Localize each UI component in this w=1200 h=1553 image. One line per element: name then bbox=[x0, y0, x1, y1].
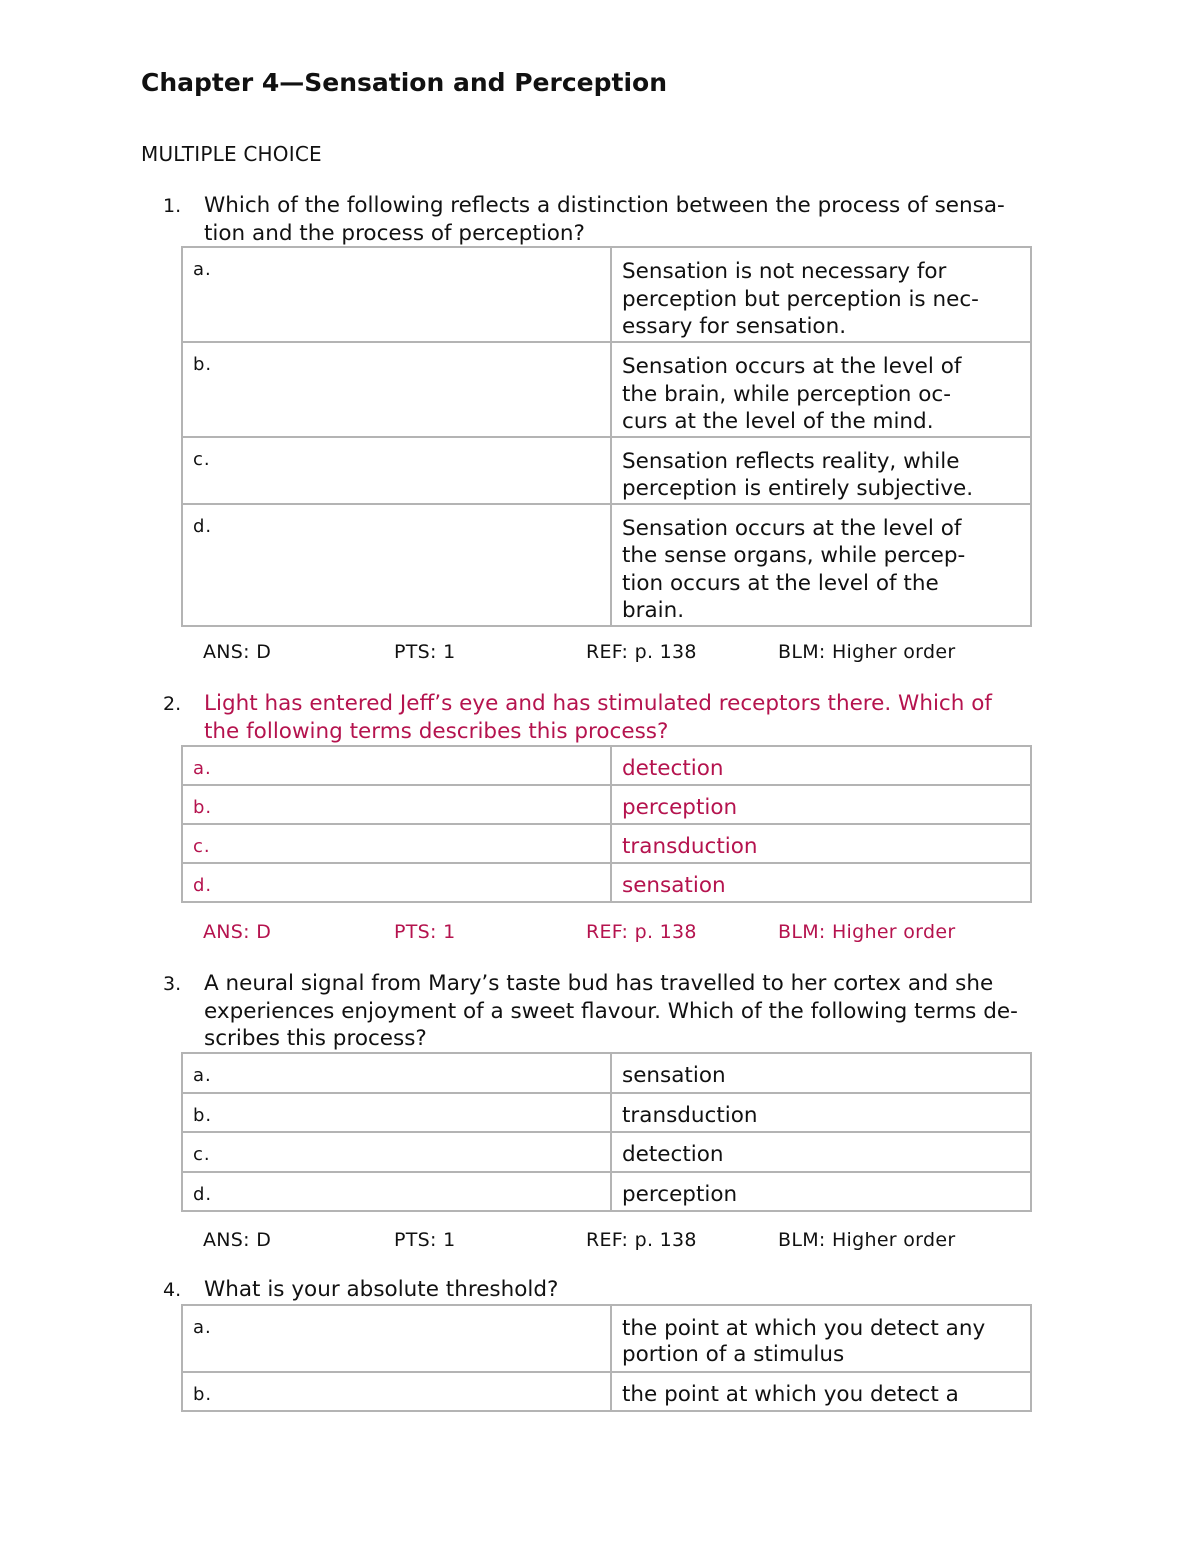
choice-row bbox=[182, 1305, 1031, 1372]
choice-text: detection bbox=[611, 1132, 1031, 1172]
answer-key: ANS: D bbox=[203, 921, 272, 943]
choice-line: Sensation occurs at the level of bbox=[622, 354, 962, 379]
choice-text bbox=[611, 1305, 1031, 1372]
choice-row bbox=[182, 824, 1031, 863]
points: PTS: 1 bbox=[394, 641, 456, 663]
chapter-title: Chapter 4—Sensation and Perception bbox=[141, 68, 667, 97]
choice-row bbox=[182, 1053, 1031, 1093]
choice-line: brain. bbox=[622, 598, 685, 623]
choice-letter: d. bbox=[182, 504, 611, 626]
choice-text bbox=[611, 342, 1031, 437]
choice-text: sensation bbox=[611, 1053, 1031, 1093]
choice-letter: b. bbox=[182, 1372, 611, 1411]
choice-line: tion occurs at the level of the bbox=[622, 570, 939, 596]
choice-letter: b. bbox=[182, 1093, 611, 1132]
bloom-level: BLM: Higher order bbox=[778, 641, 956, 663]
choice-row bbox=[182, 504, 1031, 626]
choice-line: the sense organs, while percep- bbox=[622, 543, 966, 568]
choice-row bbox=[182, 342, 1031, 437]
choice-row bbox=[182, 1093, 1031, 1132]
choice-text: detection bbox=[611, 746, 1031, 785]
choice-letter: a. bbox=[182, 247, 611, 342]
page-reference: REF: p. 138 bbox=[586, 1229, 697, 1251]
question-text-line: What is your absolute threshold? bbox=[204, 1277, 559, 1302]
choice-row bbox=[182, 785, 1031, 824]
choice-row bbox=[182, 863, 1031, 902]
page-reference: REF: p. 138 bbox=[586, 641, 697, 663]
choice-text bbox=[611, 247, 1031, 342]
choice-row bbox=[182, 1372, 1031, 1411]
question-number: 2. bbox=[163, 693, 182, 715]
choice-line: portion of a stimulus bbox=[622, 1342, 845, 1367]
choice-line: essary for sensation. bbox=[622, 314, 847, 339]
question-text-line: scribes this process? bbox=[204, 1026, 427, 1051]
choice-letter: b. bbox=[182, 785, 611, 824]
question-text-line: Light has entered Jeff’s eye and has stimulated receptors there. Which of bbox=[204, 691, 992, 716]
points: PTS: 1 bbox=[394, 1229, 456, 1251]
choice-text bbox=[611, 437, 1031, 504]
choice-row bbox=[182, 247, 1031, 342]
choices-table bbox=[181, 246, 1032, 627]
choice-letter: c. bbox=[182, 1132, 611, 1172]
choice-letter: a. bbox=[182, 746, 611, 785]
question-text bbox=[204, 1276, 558, 1304]
choice-line: Sensation reflects reality, while bbox=[622, 448, 960, 474]
question-text-line: tion and the process of perception? bbox=[204, 220, 585, 246]
choice-letter: d. bbox=[182, 863, 611, 902]
question-text-line: A neural signal from Mary’s taste bud has travelled to her cortex and she bbox=[204, 971, 994, 996]
choice-letter: a. bbox=[182, 1053, 611, 1093]
choice-line: the point at which you detect any bbox=[622, 1316, 986, 1341]
choice-row bbox=[182, 746, 1031, 785]
choice-text bbox=[611, 504, 1031, 626]
choice-line: perception is entirely subjective. bbox=[622, 476, 974, 501]
page-reference: REF: p. 138 bbox=[586, 921, 697, 943]
bloom-level: BLM: Higher order bbox=[778, 1229, 956, 1251]
question-text bbox=[204, 970, 1018, 1053]
question-number: 4. bbox=[163, 1279, 182, 1301]
question-text-line: experiences enjoyment of a sweet flavour. Which of the following terms de- bbox=[204, 998, 1018, 1024]
choice-line: Sensation occurs at the level of bbox=[622, 515, 962, 541]
choice-line: curs at the level of the mind. bbox=[622, 409, 934, 434]
choice-text: sensation bbox=[611, 863, 1031, 902]
choice-line: the brain, while perception oc- bbox=[622, 381, 951, 407]
answer-key: ANS: D bbox=[203, 1229, 272, 1251]
choice-letter: d. bbox=[182, 1172, 611, 1211]
choice-text: transduction bbox=[611, 824, 1031, 863]
question-number: 1. bbox=[163, 195, 182, 217]
section-label: MULTIPLE CHOICE bbox=[141, 142, 322, 166]
choice-line: perception but perception is nec- bbox=[622, 286, 979, 312]
points: PTS: 1 bbox=[394, 921, 456, 943]
choices-table bbox=[181, 1052, 1032, 1212]
choice-letter: c. bbox=[182, 437, 611, 504]
question-text-line: the following terms describes this process? bbox=[204, 718, 669, 744]
question-text bbox=[204, 192, 1005, 247]
choices-table bbox=[181, 745, 1032, 903]
choice-letter: c. bbox=[182, 824, 611, 863]
choice-text: transduction bbox=[611, 1093, 1031, 1132]
choice-text: perception bbox=[611, 1172, 1031, 1211]
choice-text: the point at which you detect a bbox=[611, 1372, 1031, 1411]
question-text-line: Which of the following reflects a distinction between the process of sensa- bbox=[204, 193, 1005, 218]
choice-row bbox=[182, 1172, 1031, 1211]
question-number: 3. bbox=[163, 973, 182, 995]
question-text bbox=[204, 690, 992, 745]
answer-key: ANS: D bbox=[203, 641, 272, 663]
choice-line: Sensation is not necessary for bbox=[622, 259, 947, 284]
choice-letter: b. bbox=[182, 342, 611, 437]
choices-table bbox=[181, 1304, 1032, 1412]
choice-text: perception bbox=[611, 785, 1031, 824]
bloom-level: BLM: Higher order bbox=[778, 921, 956, 943]
choice-row bbox=[182, 437, 1031, 504]
choice-letter: a. bbox=[182, 1305, 611, 1372]
choice-row bbox=[182, 1132, 1031, 1172]
